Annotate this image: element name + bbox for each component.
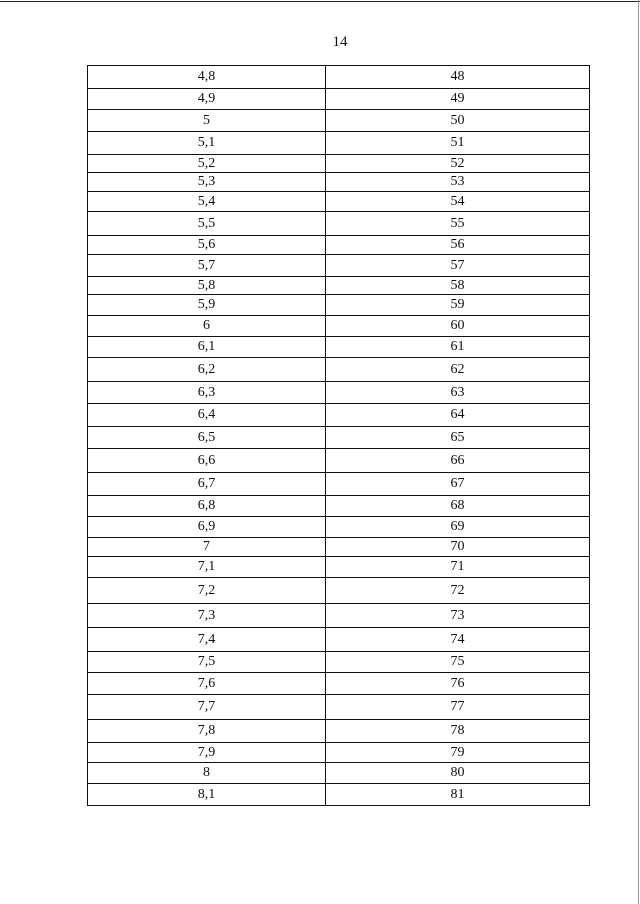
table-cell-code: 79 — [326, 743, 590, 763]
table-row — [88, 449, 590, 473]
table-cell-code: 77 — [326, 695, 590, 720]
table-row — [88, 538, 590, 557]
table-cell-code: 73 — [326, 604, 590, 628]
table-cell-value: 5,9 — [88, 295, 326, 316]
table-row — [88, 382, 590, 404]
table-row — [88, 473, 590, 496]
table-row — [88, 784, 590, 806]
right-edge-rule — [638, 0, 639, 904]
table-cell-code: 54 — [326, 192, 590, 212]
table-cell-code: 61 — [326, 337, 590, 358]
table-row — [88, 404, 590, 427]
table-cell-value: 6,6 — [88, 449, 326, 473]
table-cell-code: 80 — [326, 763, 590, 784]
table-cell-code: 59 — [326, 295, 590, 316]
table-row — [88, 578, 590, 604]
table-cell-value: 7,7 — [88, 695, 326, 720]
table-cell-value: 4,8 — [88, 66, 326, 89]
table-cell-value: 7,3 — [88, 604, 326, 628]
table-row — [88, 255, 590, 277]
table-row — [88, 192, 590, 212]
table-body — [88, 66, 590, 806]
table-cell-value: 7,9 — [88, 743, 326, 763]
table-row — [88, 604, 590, 628]
table-cell-value: 6 — [88, 316, 326, 337]
table-cell-code: 65 — [326, 427, 590, 449]
table-cell-value: 7,5 — [88, 652, 326, 673]
table-row — [88, 720, 590, 743]
table-cell-value: 5,5 — [88, 212, 326, 236]
table-cell-value: 7,4 — [88, 628, 326, 652]
table-cell-code: 50 — [326, 110, 590, 132]
table-row — [88, 496, 590, 517]
table-cell-value: 8 — [88, 763, 326, 784]
table-cell-value: 5,6 — [88, 236, 326, 255]
table-row — [88, 695, 590, 720]
table-cell-code: 67 — [326, 473, 590, 496]
table-row — [88, 155, 590, 173]
table-cell-value: 5 — [88, 110, 326, 132]
table-row — [88, 236, 590, 255]
table-cell-code: 53 — [326, 173, 590, 192]
table-row — [88, 89, 590, 110]
table-cell-code: 58 — [326, 277, 590, 295]
table-row — [88, 743, 590, 763]
table-row — [88, 316, 590, 337]
table-cell-value: 5,4 — [88, 192, 326, 212]
table-row — [88, 337, 590, 358]
table-cell-code: 66 — [326, 449, 590, 473]
table-cell-code: 76 — [326, 673, 590, 695]
table-cell-value: 5,7 — [88, 255, 326, 277]
table-cell-code: 75 — [326, 652, 590, 673]
table-cell-code: 49 — [326, 89, 590, 110]
table-row — [88, 295, 590, 316]
table-row — [88, 132, 590, 155]
table-row — [88, 277, 590, 295]
table-cell-code: 57 — [326, 255, 590, 277]
table-row — [88, 628, 590, 652]
table-cell-value: 5,8 — [88, 277, 326, 295]
top-edge-rule — [0, 1, 640, 2]
table-row — [88, 652, 590, 673]
table-cell-value: 7,2 — [88, 578, 326, 604]
table-cell-value: 7,1 — [88, 557, 326, 578]
table-cell-code: 51 — [326, 132, 590, 155]
table-cell-code: 78 — [326, 720, 590, 743]
table-cell-code: 70 — [326, 538, 590, 557]
table-cell-code: 81 — [326, 784, 590, 806]
table-cell-value: 7,8 — [88, 720, 326, 743]
table-cell-code: 62 — [326, 358, 590, 382]
table-row — [88, 427, 590, 449]
table-row — [88, 673, 590, 695]
table-row — [88, 358, 590, 382]
table-cell-value: 7,6 — [88, 673, 326, 695]
table-cell-value: 5,2 — [88, 155, 326, 173]
table-cell-code: 69 — [326, 517, 590, 538]
table-row — [88, 173, 590, 192]
table-cell-code: 63 — [326, 382, 590, 404]
table-cell-value: 4,9 — [88, 89, 326, 110]
table-cell-code: 72 — [326, 578, 590, 604]
table-row — [88, 110, 590, 132]
table-cell-value: 5,1 — [88, 132, 326, 155]
table-cell-code: 64 — [326, 404, 590, 427]
table-cell-value: 6,1 — [88, 337, 326, 358]
table-cell-value: 8,1 — [88, 784, 326, 806]
table-cell-value: 6,2 — [88, 358, 326, 382]
data-table — [87, 65, 590, 806]
table-cell-value: 6,3 — [88, 382, 326, 404]
table-row — [88, 66, 590, 89]
table-cell-value: 6,5 — [88, 427, 326, 449]
table-row — [88, 557, 590, 578]
table-cell-value: 6,8 — [88, 496, 326, 517]
table-cell-code: 56 — [326, 236, 590, 255]
table-cell-code: 71 — [326, 557, 590, 578]
table-cell-code: 68 — [326, 496, 590, 517]
table-row — [88, 212, 590, 236]
table-cell-code: 52 — [326, 155, 590, 173]
table-cell-code: 55 — [326, 212, 590, 236]
table-cell-value: 6,7 — [88, 473, 326, 496]
table-cell-code: 48 — [326, 66, 590, 89]
table-cell-value: 7 — [88, 538, 326, 557]
page-number: 14 — [332, 34, 348, 50]
table-cell-value: 6,9 — [88, 517, 326, 538]
table-cell-value: 6,4 — [88, 404, 326, 427]
table-row — [88, 763, 590, 784]
table-cell-value: 5,3 — [88, 173, 326, 192]
table-row — [88, 517, 590, 538]
table-cell-code: 60 — [326, 316, 590, 337]
table-cell-code: 74 — [326, 628, 590, 652]
